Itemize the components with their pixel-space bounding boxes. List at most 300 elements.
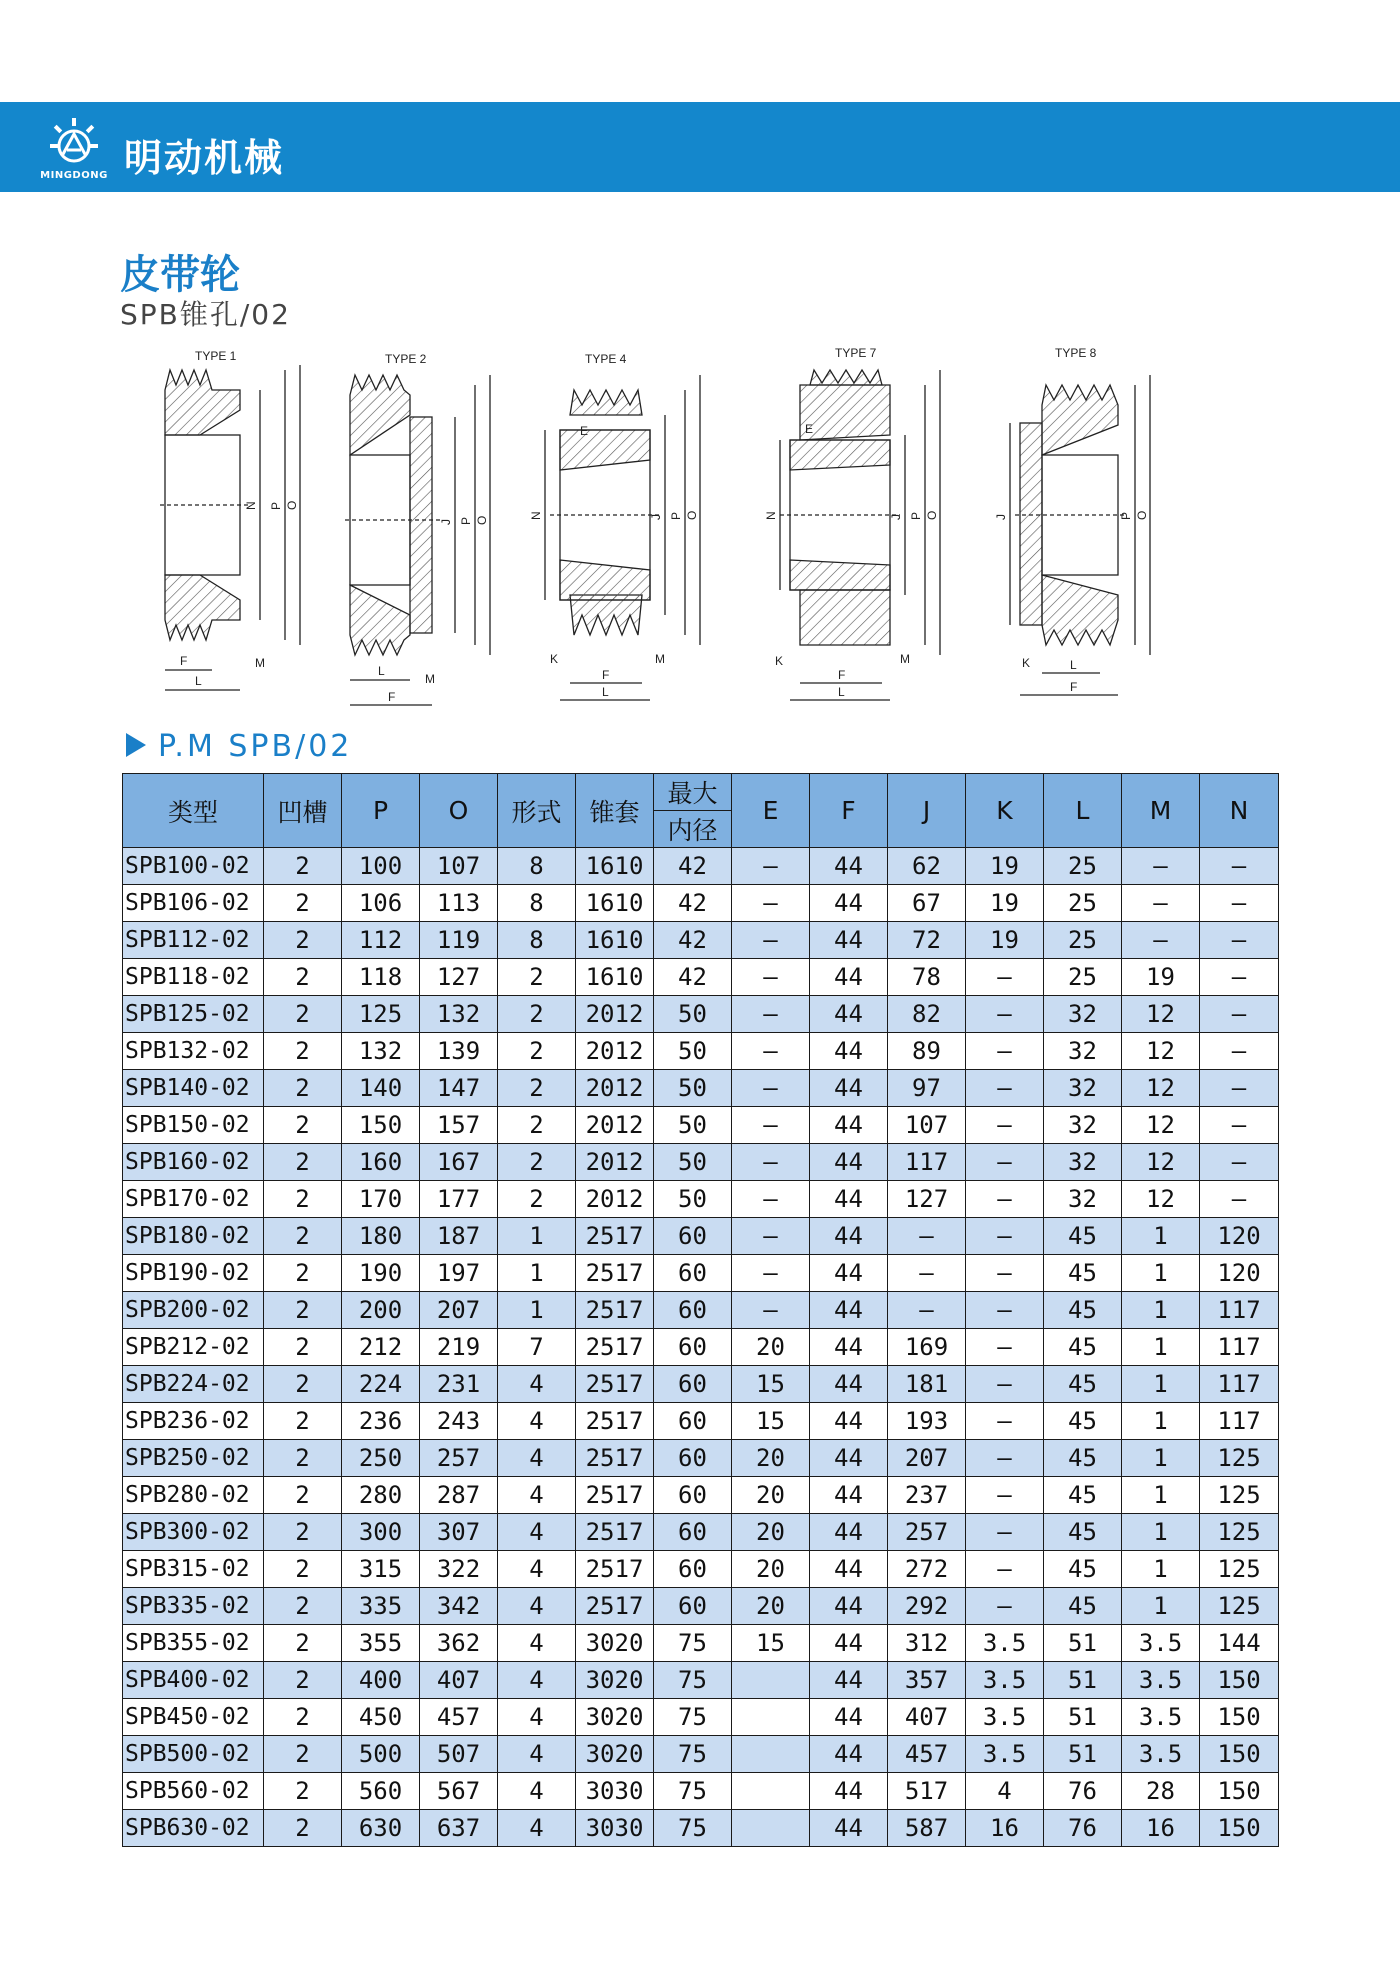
table-cell: 236 [342, 1403, 420, 1440]
model-cell: SPB180-02 [123, 1218, 264, 1255]
table-cell: 587 [888, 1810, 966, 1847]
table-cell: 1 [498, 1255, 576, 1292]
table-cell: 60 [654, 1477, 732, 1514]
table-cell: 224 [342, 1366, 420, 1403]
svg-text:K: K [775, 654, 784, 668]
table-cell: 50 [654, 1144, 732, 1181]
table-cell: 2517 [576, 1292, 654, 1329]
svg-text:N: N [529, 511, 543, 520]
table-cell: 132 [420, 996, 498, 1033]
model-cell: SPB160-02 [123, 1144, 264, 1181]
model-cell: SPB140-02 [123, 1070, 264, 1107]
table-cell: 287 [420, 1477, 498, 1514]
header-m: M [1122, 774, 1200, 848]
page-title: 皮带轮 [120, 252, 240, 298]
table-cell: 45 [1044, 1477, 1122, 1514]
type8-diagram [994, 346, 1150, 695]
table-cell: 150 [1200, 1736, 1279, 1773]
model-cell: SPB190-02 [123, 1255, 264, 1292]
table-cell: 25 [1044, 885, 1122, 922]
table-cell: — [1200, 959, 1279, 996]
table-cell: 4 [498, 1440, 576, 1477]
table-cell: 125 [1200, 1514, 1279, 1551]
table-cell: 180 [342, 1218, 420, 1255]
table-cell: 51 [1044, 1699, 1122, 1736]
table-cell: 45 [1044, 1329, 1122, 1366]
table-cell: 160 [342, 1144, 420, 1181]
table-cell: 2 [498, 1144, 576, 1181]
table-cell: 72 [888, 922, 966, 959]
model-cell: SPB355-02 [123, 1625, 264, 1662]
model-cell: SPB132-02 [123, 1033, 264, 1070]
table-cell: 125 [342, 996, 420, 1033]
table-cell: — [966, 996, 1044, 1033]
table-cell: — [732, 959, 810, 996]
table-cell: 4 [498, 1403, 576, 1440]
table-cell: — [966, 1181, 1044, 1218]
table-cell: 32 [1044, 996, 1122, 1033]
spec-table [122, 773, 1279, 1847]
table-row [123, 1070, 1279, 1107]
type2-diagram [345, 352, 490, 705]
svg-text:O: O [685, 510, 699, 520]
table-cell: 3020 [576, 1662, 654, 1699]
table-cell: — [732, 1181, 810, 1218]
table-cell: 8 [498, 848, 576, 885]
svg-text:F: F [838, 668, 846, 682]
type7-diagram [764, 346, 940, 700]
table-cell: 50 [654, 1070, 732, 1107]
table-cell: 150 [1200, 1773, 1279, 1810]
table-cell: 44 [810, 1625, 888, 1662]
table-cell: 2517 [576, 1218, 654, 1255]
model-cell: SPB315-02 [123, 1551, 264, 1588]
svg-text:J: J [889, 514, 903, 520]
table-cell: 75 [654, 1736, 732, 1773]
table-cell: — [1200, 1033, 1279, 1070]
table-cell: 342 [420, 1588, 498, 1625]
table-cell: 20 [732, 1514, 810, 1551]
svg-text:K: K [550, 652, 559, 666]
table-cell: — [1200, 1107, 1279, 1144]
table-cell: 44 [810, 1144, 888, 1181]
table-cell: 2 [498, 1181, 576, 1218]
table-row [123, 1144, 1279, 1181]
table-cell: 219 [420, 1329, 498, 1366]
spec-table-body [123, 848, 1279, 1847]
table-cell: 97 [888, 1070, 966, 1107]
table-cell: 2 [498, 959, 576, 996]
table-cell: 44 [810, 1551, 888, 1588]
table-cell: — [1122, 848, 1200, 885]
table-cell: 457 [888, 1736, 966, 1773]
svg-text:M: M [255, 656, 265, 670]
svg-text:L: L [195, 674, 202, 688]
header-e: E [732, 774, 810, 848]
table-cell: 3.5 [1122, 1699, 1200, 1736]
table-cell: 2 [264, 1551, 342, 1588]
table-cell: 4 [966, 1773, 1044, 1810]
table-cell: 125 [1200, 1477, 1279, 1514]
table-cell: 139 [420, 1033, 498, 1070]
svg-text:O: O [1135, 510, 1149, 520]
table-cell: 1 [1122, 1477, 1200, 1514]
table-cell: — [888, 1292, 966, 1329]
table-cell: 60 [654, 1551, 732, 1588]
table-row [123, 1366, 1279, 1403]
table-cell: 517 [888, 1773, 966, 1810]
table-cell: 4 [498, 1588, 576, 1625]
table-row [123, 848, 1279, 885]
table-cell: 170 [342, 1181, 420, 1218]
table-cell: 60 [654, 1292, 732, 1329]
brand-name: 明动机械 [124, 136, 285, 180]
table-cell: 1 [1122, 1292, 1200, 1329]
table-cell: — [966, 959, 1044, 996]
svg-text:O: O [285, 500, 299, 510]
table-cell: 76 [1044, 1810, 1122, 1847]
table-cell: 250 [342, 1440, 420, 1477]
table-cell: 127 [888, 1181, 966, 1218]
header-l: L [1044, 774, 1122, 848]
table-cell: 12 [1122, 1107, 1200, 1144]
table-cell: 51 [1044, 1625, 1122, 1662]
table-cell: 2 [264, 1625, 342, 1662]
table-cell: 181 [888, 1366, 966, 1403]
table-cell: 51 [1044, 1736, 1122, 1773]
section-title: P.M SPB/02 [158, 729, 353, 764]
type4-diagram [529, 352, 700, 700]
table-cell: 32 [1044, 1033, 1122, 1070]
table-row [123, 1625, 1279, 1662]
table-cell: 4 [498, 1736, 576, 1773]
table-cell: 125 [1200, 1440, 1279, 1477]
table-cell: 4 [498, 1514, 576, 1551]
table-cell: 3.5 [1122, 1736, 1200, 1773]
table-cell: 231 [420, 1366, 498, 1403]
table-cell: 2517 [576, 1477, 654, 1514]
table-cell: 1 [1122, 1514, 1200, 1551]
table-cell: — [966, 1403, 1044, 1440]
model-cell: SPB300-02 [123, 1514, 264, 1551]
model-cell: SPB236-02 [123, 1403, 264, 1440]
table-row [123, 1699, 1279, 1736]
table-row [123, 1218, 1279, 1255]
model-cell: SPB560-02 [123, 1773, 264, 1810]
table-cell: 2012 [576, 1144, 654, 1181]
table-cell: 60 [654, 1218, 732, 1255]
table-cell: 45 [1044, 1292, 1122, 1329]
table-cell: — [966, 1144, 1044, 1181]
table-cell: 2517 [576, 1329, 654, 1366]
table-cell: 20 [732, 1588, 810, 1625]
svg-text:K: K [1022, 656, 1031, 670]
table-cell: — [966, 1551, 1044, 1588]
table-cell: 2 [264, 1699, 342, 1736]
table-cell: 119 [420, 922, 498, 959]
table-cell: — [1200, 848, 1279, 885]
table-cell: 2 [264, 1736, 342, 1773]
table-cell: 60 [654, 1588, 732, 1625]
table-cell: 44 [810, 1588, 888, 1625]
model-cell: SPB250-02 [123, 1440, 264, 1477]
table-cell: 50 [654, 1181, 732, 1218]
table-cell [732, 1773, 810, 1810]
table-cell: — [732, 1107, 810, 1144]
header-k: K [966, 774, 1044, 848]
table-row [123, 959, 1279, 996]
model-cell: SPB335-02 [123, 1588, 264, 1625]
table-cell: 44 [810, 1810, 888, 1847]
table-cell: 19 [966, 922, 1044, 959]
table-cell: 7 [498, 1329, 576, 1366]
table-cell: 2 [498, 1107, 576, 1144]
table-cell: 4 [498, 1773, 576, 1810]
model-cell: SPB150-02 [123, 1107, 264, 1144]
svg-text:F: F [602, 668, 610, 682]
model-cell: SPB125-02 [123, 996, 264, 1033]
svg-text:P: P [1119, 511, 1133, 520]
model-cell: SPB212-02 [123, 1329, 264, 1366]
table-cell: 44 [810, 1107, 888, 1144]
table-cell: 62 [888, 848, 966, 885]
table-cell: 257 [420, 1440, 498, 1477]
svg-text:P: P [269, 501, 283, 510]
table-cell: 2517 [576, 1588, 654, 1625]
svg-text:F: F [180, 654, 188, 668]
model-cell: SPB200-02 [123, 1292, 264, 1329]
table-cell: — [966, 1588, 1044, 1625]
table-row [123, 1773, 1279, 1810]
table-cell: 45 [1044, 1366, 1122, 1403]
type1-diagram [160, 349, 300, 690]
table-row [123, 1551, 1279, 1588]
table-cell: 44 [810, 996, 888, 1033]
table-cell: 1 [1122, 1551, 1200, 1588]
table-cell: 193 [888, 1403, 966, 1440]
table-cell: 45 [1044, 1514, 1122, 1551]
table-cell: 150 [342, 1107, 420, 1144]
table-cell: 2 [264, 848, 342, 885]
table-cell: 44 [810, 1736, 888, 1773]
table-cell: 120 [1200, 1218, 1279, 1255]
table-cell: 207 [420, 1292, 498, 1329]
svg-text:O: O [475, 515, 489, 525]
type7-label: TYPE 7 [835, 346, 877, 360]
table-cell: — [966, 1329, 1044, 1366]
svg-text:E: E [805, 422, 814, 436]
table-cell: 2 [264, 1329, 342, 1366]
table-cell: 237 [888, 1477, 966, 1514]
table-cell: 322 [420, 1551, 498, 1588]
table-cell: 3.5 [1122, 1662, 1200, 1699]
table-cell: 44 [810, 1329, 888, 1366]
header-j: J [888, 774, 966, 848]
table-cell [732, 1662, 810, 1699]
table-cell: — [732, 1070, 810, 1107]
table-cell: 28 [1122, 1773, 1200, 1810]
table-row [123, 885, 1279, 922]
type1-label: TYPE 1 [195, 349, 237, 363]
page-subtitle: SPB锥孔/02 [120, 298, 291, 331]
table-cell: 4 [498, 1625, 576, 1662]
table-cell: 2517 [576, 1551, 654, 1588]
table-cell: 51 [1044, 1662, 1122, 1699]
table-row [123, 1255, 1279, 1292]
table-cell: 315 [342, 1551, 420, 1588]
table-cell: 457 [420, 1699, 498, 1736]
svg-text:F: F [388, 690, 396, 704]
table-cell: 100 [342, 848, 420, 885]
table-cell: 20 [732, 1551, 810, 1588]
table-cell: 45 [1044, 1588, 1122, 1625]
table-cell: 637 [420, 1810, 498, 1847]
table-cell: 42 [654, 922, 732, 959]
table-cell: 60 [654, 1403, 732, 1440]
table-cell: 190 [342, 1255, 420, 1292]
table-cell: 44 [810, 1070, 888, 1107]
table-cell: 2517 [576, 1440, 654, 1477]
model-cell: SPB280-02 [123, 1477, 264, 1514]
header-f: F [810, 774, 888, 848]
model-cell: SPB170-02 [123, 1181, 264, 1218]
table-cell: 117 [1200, 1329, 1279, 1366]
table-cell: 15 [732, 1366, 810, 1403]
table-cell: 112 [342, 922, 420, 959]
table-cell: 3.5 [1122, 1625, 1200, 1662]
table-cell: 45 [1044, 1218, 1122, 1255]
table-cell: 1 [1122, 1255, 1200, 1292]
table-cell: 32 [1044, 1181, 1122, 1218]
table-cell: — [732, 1292, 810, 1329]
table-cell: 2 [264, 1144, 342, 1181]
model-cell: SPB106-02 [123, 885, 264, 922]
table-cell: 2 [264, 1107, 342, 1144]
table-cell: — [1200, 1144, 1279, 1181]
table-cell: — [966, 1366, 1044, 1403]
table-cell: 3020 [576, 1736, 654, 1773]
table-cell: 44 [810, 1366, 888, 1403]
table-cell: 1 [1122, 1329, 1200, 1366]
table-cell: 44 [810, 1218, 888, 1255]
table-cell: 16 [1122, 1810, 1200, 1847]
table-cell: 45 [1044, 1403, 1122, 1440]
svg-text:L: L [838, 685, 845, 699]
table-cell: 1610 [576, 922, 654, 959]
table-cell: 8 [498, 922, 576, 959]
type2-label: TYPE 2 [385, 352, 427, 366]
table-cell: 117 [1200, 1403, 1279, 1440]
table-row [123, 1329, 1279, 1366]
table-row [123, 1514, 1279, 1551]
table-row [123, 1107, 1279, 1144]
table-cell: 44 [810, 1440, 888, 1477]
table-cell: — [1200, 1070, 1279, 1107]
table-cell: 1 [498, 1218, 576, 1255]
table-cell: 12 [1122, 1144, 1200, 1181]
table-cell: 2012 [576, 996, 654, 1033]
table-cell: 1 [1122, 1588, 1200, 1625]
table-cell: 44 [810, 1699, 888, 1736]
table-cell: 2 [264, 1070, 342, 1107]
table-cell: — [966, 1255, 1044, 1292]
table-cell: 32 [1044, 1107, 1122, 1144]
table-cell: 335 [342, 1588, 420, 1625]
table-cell: 1610 [576, 885, 654, 922]
table-cell: 76 [1044, 1773, 1122, 1810]
table-cell: 207 [888, 1440, 966, 1477]
table-cell: 3.5 [966, 1736, 1044, 1773]
table-cell: — [966, 1514, 1044, 1551]
table-cell: 4 [498, 1366, 576, 1403]
table-cell: 2517 [576, 1255, 654, 1292]
table-cell: 2 [264, 1810, 342, 1847]
table-row [123, 1403, 1279, 1440]
table-cell: — [1122, 885, 1200, 922]
table-cell: — [966, 1440, 1044, 1477]
table-cell: 132 [342, 1033, 420, 1070]
table-cell: — [1200, 885, 1279, 922]
table-row [123, 922, 1279, 959]
table-cell: 78 [888, 959, 966, 996]
table-cell: 243 [420, 1403, 498, 1440]
table-cell: 450 [342, 1699, 420, 1736]
table-cell: 147 [420, 1070, 498, 1107]
svg-text:N: N [764, 511, 778, 520]
section-heading [126, 729, 352, 764]
table-cell: 44 [810, 848, 888, 885]
table-cell: 20 [732, 1477, 810, 1514]
table-cell: 2 [264, 1588, 342, 1625]
svg-text:J: J [439, 519, 453, 525]
table-cell: 500 [342, 1736, 420, 1773]
table-cell: 60 [654, 1255, 732, 1292]
header-max: 最大 [654, 774, 732, 811]
table-cell: 2012 [576, 1070, 654, 1107]
table-cell: 125 [1200, 1551, 1279, 1588]
table-cell: 2 [264, 1033, 342, 1070]
table-cell: 8 [498, 885, 576, 922]
table-cell: 25 [1044, 922, 1122, 959]
table-cell: 19 [1122, 959, 1200, 996]
table-row [123, 1588, 1279, 1625]
table-row [123, 1181, 1279, 1218]
svg-text:M: M [900, 652, 910, 666]
table-cell: 82 [888, 996, 966, 1033]
table-cell: 355 [342, 1625, 420, 1662]
model-cell: SPB100-02 [123, 848, 264, 885]
table-cell: 2 [264, 1218, 342, 1255]
table-cell: — [966, 1070, 1044, 1107]
table-cell: 44 [810, 1403, 888, 1440]
table-row [123, 1440, 1279, 1477]
table-cell: 113 [420, 885, 498, 922]
table-cell: 407 [888, 1699, 966, 1736]
table-cell: 2 [498, 1070, 576, 1107]
table-cell: 300 [342, 1514, 420, 1551]
type4-label: TYPE 4 [585, 352, 627, 366]
header-grooves: 凹槽 [264, 774, 342, 848]
table-cell: 2 [264, 1773, 342, 1810]
header-type: 类型 [123, 774, 264, 848]
logo-text: MINGDONG [40, 170, 108, 181]
svg-text:E: E [580, 424, 589, 438]
svg-text:L: L [1070, 658, 1077, 672]
svg-text:P: P [669, 511, 683, 520]
table-cell: 42 [654, 885, 732, 922]
table-row [123, 996, 1279, 1033]
table-cell: 507 [420, 1736, 498, 1773]
